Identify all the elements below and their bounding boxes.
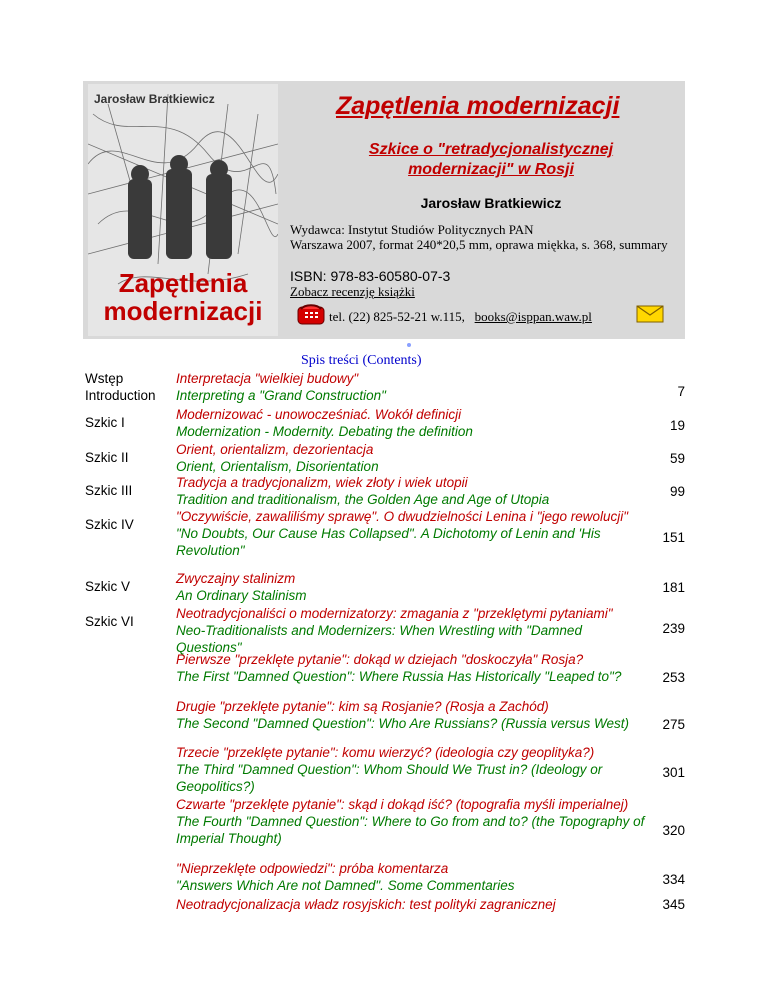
toc-entry-polish[interactable]: Drugie "przeklęte pytanie": kim są Rosjanie? (Rosja a Zachód) — [176, 699, 549, 714]
format-line: Warszawa 2007, format 240*20,5 mm, oprawa miękka, s. 368, summary — [290, 237, 668, 252]
cover-title-line1: Zapętlenia — [118, 268, 248, 298]
review-link[interactable]: Zobacz recenzję książki — [290, 284, 415, 299]
envelope-icon[interactable] — [636, 305, 664, 323]
toc-page-number: 345 — [662, 897, 685, 912]
publication-info — [290, 222, 680, 252]
toc-row-label: Szkic V — [85, 579, 131, 594]
phone-number: tel. (22) 825-52-21 w.115, — [329, 309, 465, 324]
toc-entry-polish[interactable]: Modernizować - unowocześniać. Wokół definicji — [176, 407, 462, 422]
toc-entry[interactable] — [176, 406, 646, 440]
toc-entry-polish[interactable]: "Oczywiście, zawaliliśmy sprawę". O dwudzielności Lenina i "jego rewolucji" — [176, 509, 629, 524]
toc-page-number: 99 — [669, 484, 685, 499]
toc-entry-english[interactable]: "No Doubts, Our Cause Has Collapsed". A Dichotomy of Lenin and 'His Revolution" — [176, 526, 601, 558]
toc-page-number: 334 — [662, 872, 685, 887]
toc-entry-english[interactable]: Orient, Orientalism, Disorientation — [176, 459, 379, 474]
toc-page-number: 151 — [662, 530, 685, 545]
toc-entry-polish[interactable]: Czwarte "przeklęte pytanie": skąd i dokąd iść? (topografia myśli imperialnej) — [176, 797, 629, 812]
toc-row-label: Szkic III — [85, 483, 133, 498]
toc-entry[interactable] — [176, 605, 646, 656]
toc-row-label: Wstęp Introduction — [85, 371, 156, 403]
toc-entry-polish[interactable]: "Nieprzeklęte odpowiedzi": próba komentarza — [176, 861, 449, 876]
email-link[interactable]: books@isppan.waw.pl — [474, 309, 592, 324]
toc-page-number: 275 — [662, 717, 685, 732]
toc-entry-english[interactable]: Tradition and traditionalism, the Golden Age and Age of Utopia — [176, 492, 550, 507]
toc-entry[interactable] — [176, 698, 646, 732]
book-subtitle[interactable]: Szkice o "retradycjonalistycznej modernizacji" w Rosji — [368, 141, 614, 178]
cover-author: Jarosław Bratkiewicz — [94, 92, 215, 106]
toc-row-label: Szkic II — [85, 450, 129, 465]
toc-entry-english[interactable]: An Ordinary Stalinism — [176, 588, 307, 603]
toc-entry-english[interactable]: "Answers Which Are not Damned". Some Commentaries — [176, 878, 515, 893]
toc-page-number: 19 — [669, 418, 685, 433]
cover-title-line2: modernizacji — [103, 296, 263, 326]
toc-entry-english[interactable]: Interpreting a "Grand Construction" — [176, 388, 386, 403]
toc-entry-english[interactable]: Modernization - Modernity. Debating the definition — [176, 424, 473, 439]
toc-entry-english[interactable]: The Second "Damned Question": Who Are Russians? (Russia versus West) — [176, 716, 630, 731]
toc-entry-polish[interactable]: Trzecie "przeklęte pytanie": komu wierzyć? (ideologia czy geoplityka?) — [176, 745, 595, 760]
toc-entry-polish[interactable]: Interpretacja "wielkiej budowy" — [176, 371, 359, 386]
toc-row-label: Szkic VI — [85, 614, 134, 629]
toc-entry[interactable] — [176, 508, 646, 559]
toc-entry-polish[interactable]: Neotradycjonalizacja władz rosyjskich: test polityki zagranicznej — [176, 897, 556, 912]
toc-entry-english[interactable]: The Third "Damned Question": Whom Should We Trust in? (Ideology or Geopolitics?) — [176, 762, 603, 794]
toc-entry[interactable] — [176, 370, 646, 404]
toc-entry[interactable] — [176, 474, 646, 508]
toc-entry-polish[interactable]: Zwyczajny stalinizm — [176, 571, 296, 586]
toc-entry[interactable] — [176, 796, 646, 847]
toc-entry[interactable] — [176, 441, 646, 475]
toc-entry[interactable] — [176, 860, 646, 894]
toc-entry-polish[interactable]: Pierwsze "przeklęte pytanie": dokąd w dziejach "doskoczyła" Rosja? — [176, 652, 584, 667]
toc-row-label: Szkic IV — [85, 517, 134, 532]
toc-page-number: 7 — [677, 384, 685, 399]
toc-entry-polish[interactable]: Neotradycjonaliści o modernizatorzy: zmagania z "przeklętymi pytaniami" — [176, 606, 613, 621]
contact-line — [329, 309, 592, 325]
toc-page-number: 59 — [669, 451, 685, 466]
book-cover-image — [88, 84, 278, 336]
toc-entry[interactable] — [176, 896, 646, 913]
toc-page-number: 239 — [662, 621, 685, 636]
toc-page-number: 181 — [662, 580, 685, 595]
book-title[interactable]: Zapętlenia modernizacji — [336, 92, 620, 120]
toc-entry[interactable] — [176, 744, 646, 795]
toc-page-number: 253 — [662, 670, 685, 685]
toc-entry-english[interactable]: The Fourth "Damned Question": Where to Go from and to? (the Topography of Imperial Thought) — [176, 814, 645, 846]
separator-dot — [407, 343, 411, 347]
toc-page-number: 301 — [662, 765, 685, 780]
toc-page-number: 320 — [662, 823, 685, 838]
toc-row-label: Szkic I — [85, 415, 125, 430]
toc-entry-english[interactable]: The First "Damned Question": Where Russia Has Historically "Leaped to"? — [176, 669, 622, 684]
publisher-line: Wydawca: Instytut Studiów Politycznych PAN — [290, 222, 534, 237]
toc-entry-polish[interactable]: Orient, orientalizm, dezorientacja — [176, 442, 374, 457]
toc-entry-english[interactable]: Neo-Traditionalists and Modernizers: When Wrestling with "Damned Questions" — [176, 623, 582, 655]
phone-icon — [297, 303, 325, 325]
book-author: Jarosław Bratkiewicz — [420, 195, 562, 211]
toc-entry-polish[interactable]: Tradycja a tradycjonalizm, wiek złoty i wiek utopii — [176, 475, 468, 490]
toc-entry[interactable] — [176, 651, 646, 685]
isbn: ISBN: 978-83-60580-07-3 — [290, 268, 451, 284]
toc-entry[interactable] — [176, 570, 646, 604]
toc-heading: Spis treści (Contents) — [301, 353, 422, 368]
